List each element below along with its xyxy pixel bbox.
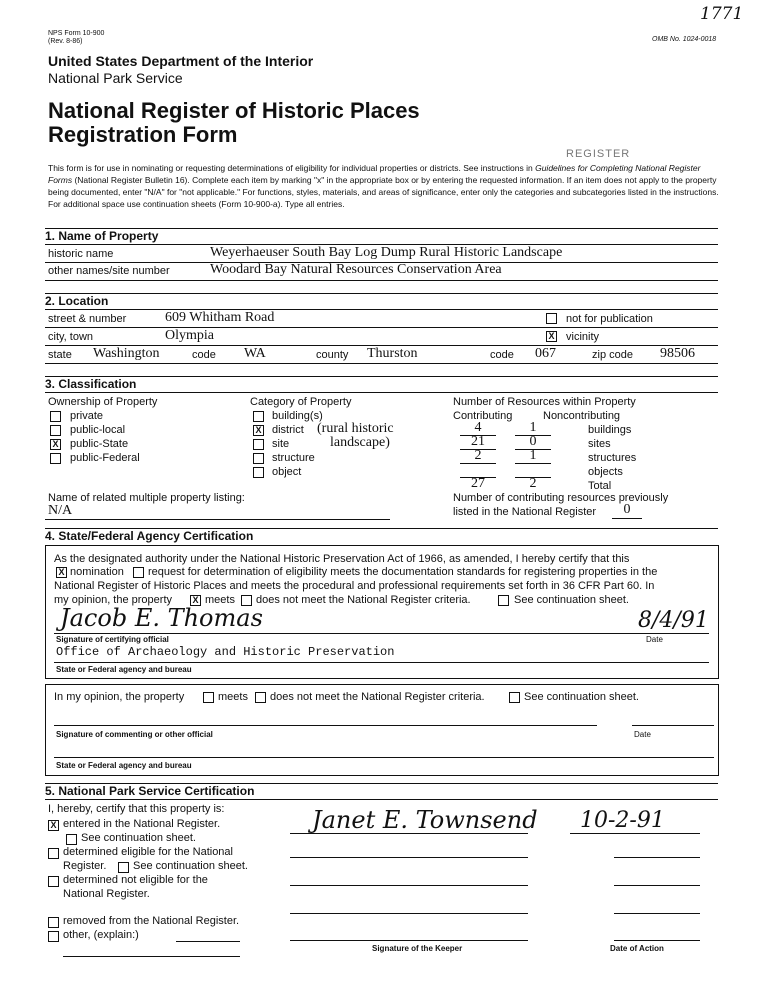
entered-see-continuation-checkbox[interactable] bbox=[66, 834, 77, 845]
nomination-checkbox[interactable]: X bbox=[56, 567, 67, 578]
omb-number: OMB No. 1024-0018 bbox=[652, 36, 717, 43]
commenting-date-label: Date bbox=[634, 730, 651, 739]
keeper-date[interactable]: 10-2-91 bbox=[580, 808, 665, 833]
structures-contributing[interactable]: 2 bbox=[460, 449, 496, 464]
opinion-see-continuation-label: See continuation sheet. bbox=[524, 691, 639, 703]
meets-checkbox[interactable]: X bbox=[190, 595, 201, 606]
not-for-publication-checkbox[interactable] bbox=[546, 313, 557, 324]
ownership-public-local-checkbox[interactable] bbox=[50, 425, 61, 436]
other-checkbox[interactable] bbox=[48, 931, 59, 942]
entered-label: entered in the National Register. bbox=[63, 818, 221, 830]
zip-label: zip code bbox=[592, 349, 633, 361]
determined-eligible-checkbox[interactable] bbox=[48, 848, 59, 859]
certification-date-label: Date bbox=[646, 635, 663, 644]
multiple-listing-value[interactable]: N/A bbox=[48, 503, 73, 518]
city-label: city, town bbox=[48, 331, 94, 343]
sites-noncontributing[interactable]: 0 bbox=[515, 435, 551, 450]
eligible-see-continuation-label: See continuation sheet. bbox=[133, 860, 248, 872]
other-names-value[interactable]: Woodard Bay Natural Resources Conservation Area bbox=[210, 262, 502, 277]
structures-label: structures bbox=[588, 452, 637, 464]
commenting-agency-label: State or Federal agency and bureau bbox=[56, 761, 192, 770]
does-not-meet-label: does not meet the National Register criteria. bbox=[256, 594, 471, 606]
other-label: other, (explain:) bbox=[63, 929, 139, 941]
determined-not-eligible-checkbox[interactable] bbox=[48, 876, 59, 887]
previously-listed-value[interactable]: 0 bbox=[612, 502, 642, 519]
removed-checkbox[interactable] bbox=[48, 917, 59, 928]
form-title-line-2: Registration Form bbox=[48, 122, 238, 147]
not-for-publication-label: not for publication bbox=[566, 313, 653, 325]
vicinity-checkbox[interactable]: X bbox=[546, 331, 557, 342]
ownership-public-state-label: public-State bbox=[70, 438, 129, 450]
handwritten-reference-number: 1771 bbox=[700, 4, 744, 24]
entered-checkbox[interactable]: X bbox=[48, 820, 59, 831]
contributing-label: Contributing bbox=[453, 410, 513, 422]
total-contributing[interactable]: 27 bbox=[471, 476, 485, 491]
county-value[interactable]: Thurston bbox=[367, 346, 418, 361]
total-label: Total bbox=[588, 480, 612, 492]
determined-eligible-label-2: Register. bbox=[63, 860, 107, 872]
department-name: United States Department of the Interior bbox=[48, 53, 314, 69]
commenting-official-label: Signature of commenting or other official bbox=[56, 730, 213, 739]
street-value[interactable]: 609 Whitham Road bbox=[165, 310, 275, 325]
previously-listed-label-1: Number of contributing resources previously bbox=[453, 492, 669, 504]
certification-line-3: National Register of Historic Places and meets the procedural and professional requirements set forth in 36 CFR Part 60. In bbox=[54, 580, 655, 592]
objects-label: objects bbox=[588, 466, 623, 478]
certifying-agency-value[interactable]: Office of Archaeology and Historic Preservation bbox=[56, 645, 395, 659]
category-building-checkbox[interactable] bbox=[253, 411, 264, 422]
meets-label: meets bbox=[205, 594, 235, 606]
buildings-noncontributing[interactable]: 1 bbox=[515, 421, 551, 436]
form-number: NPS Form 10-900 bbox=[48, 30, 105, 37]
category-building-label: building(s) bbox=[272, 410, 323, 422]
register-stamp: REGISTER bbox=[566, 148, 631, 160]
sites-label: sites bbox=[588, 438, 611, 450]
certification-date[interactable]: 8/4/91 bbox=[638, 608, 709, 633]
category-heading: Category of Property bbox=[250, 396, 352, 408]
other-names-label: other names/site number bbox=[48, 265, 170, 277]
county-code-value[interactable]: 067 bbox=[535, 346, 556, 361]
noncontributing-label: Noncontributing bbox=[543, 410, 621, 422]
county-label: county bbox=[316, 349, 349, 361]
section-1-heading: 1. Name of Property bbox=[45, 229, 159, 243]
entered-see-continuation-label: See continuation sheet. bbox=[81, 832, 196, 844]
state-label: state bbox=[48, 349, 72, 361]
resources-heading: Number of Resources within Property bbox=[453, 396, 636, 408]
determined-not-eligible-label-2: National Register. bbox=[63, 888, 150, 900]
removed-label: removed from the National Register. bbox=[63, 915, 240, 927]
section-2-heading: 2. Location bbox=[45, 294, 109, 308]
ownership-heading: Ownership of Property bbox=[48, 396, 158, 408]
opinion-does-not-meet-label: does not meet the National Register criteria. bbox=[270, 691, 485, 703]
nomination-label: nomination bbox=[70, 566, 124, 578]
category-note-line-1: (rural historic bbox=[317, 421, 394, 436]
determined-eligible-label-1: determined eligible for the National bbox=[63, 846, 233, 858]
keeper-intro: I, hereby, certify that this property is: bbox=[48, 803, 225, 815]
county-code-label: code bbox=[490, 349, 514, 361]
vicinity-label: vicinity bbox=[566, 331, 600, 343]
multiple-listing-label: Name of related multiple property listing: bbox=[48, 492, 245, 504]
historic-name-value[interactable]: Weyerhaeuser South Bay Log Dump Rural Historic Landscape bbox=[210, 245, 563, 260]
certification-line-1: As the designated authority under the National Historic Preservation Act of 1966, as amended, I hereby certify that this bbox=[54, 553, 630, 565]
total-noncontributing[interactable]: 2 bbox=[529, 476, 537, 491]
buildings-contributing[interactable]: 4 bbox=[460, 421, 496, 436]
opinion-meets-label: meets bbox=[218, 691, 248, 703]
certifying-official-signature: Jacob E. Thomas bbox=[60, 604, 263, 632]
city-value[interactable]: Olympia bbox=[165, 328, 214, 343]
category-structure-label: structure bbox=[272, 452, 315, 464]
ownership-public-federal-label: public-Federal bbox=[70, 452, 140, 464]
service-name: National Park Service bbox=[48, 70, 183, 86]
category-district-checkbox[interactable]: X bbox=[253, 425, 264, 436]
state-code-value[interactable]: WA bbox=[244, 346, 266, 361]
ownership-public-state-checkbox[interactable]: X bbox=[50, 439, 61, 450]
certification-line-2: request for determination of eligibility meets the documentation standards for registering properties in the bbox=[148, 566, 658, 578]
opinion-meets-checkbox[interactable] bbox=[203, 692, 214, 703]
request-determination-checkbox[interactable] bbox=[133, 567, 144, 578]
section-4-heading: 4. State/Federal Agency Certification bbox=[45, 529, 254, 543]
ownership-private-label: private bbox=[70, 410, 104, 422]
category-note-line-2: landscape) bbox=[330, 435, 390, 450]
state-value[interactable]: Washington bbox=[93, 346, 160, 361]
instructions-text: This form is for use in nominating or requesting determinations of eligibility for individual properties or districts. See instructions in Guidelines for Completing National Register Forms (National Register Bulletin 16). Complete each item by marking "x" in the appropriate box or by entering the requested information. If an item does not apply to the property being documented, enter "N/A" for "not applicable." For functions, styles, materials, and areas of significance, enter only the categories and subcategories listed in the instructions. For additional space use continuation sheets (Form 10-900-a). Type all entries. bbox=[48, 163, 719, 209]
state-code-label: code bbox=[192, 349, 216, 361]
opinion-does-not-meet-checkbox[interactable] bbox=[255, 692, 266, 703]
buildings-label: buildings bbox=[588, 424, 632, 436]
keeper-signature-label: Signature of the Keeper bbox=[372, 944, 463, 953]
certifying-agency-label: State or Federal agency and bureau bbox=[56, 665, 192, 674]
sites-contributing[interactable]: 21 bbox=[460, 435, 496, 450]
opinion-see-continuation-checkbox[interactable] bbox=[509, 692, 520, 703]
category-district-label: district bbox=[272, 424, 304, 436]
previously-listed-label-2: listed in the National Register bbox=[453, 506, 597, 518]
see-continuation-checkbox[interactable] bbox=[498, 595, 509, 606]
certification-line-4: my opinion, the property bbox=[54, 594, 173, 606]
ownership-public-local-label: public-local bbox=[70, 424, 126, 436]
certifying-official-label: Signature of certifying official bbox=[56, 635, 169, 644]
form-title-line-1: National Register of Historic Places bbox=[48, 98, 420, 123]
date-of-action-label: Date of Action bbox=[610, 944, 664, 953]
street-label: street & number bbox=[48, 313, 127, 325]
zip-value[interactable]: 98506 bbox=[660, 346, 695, 361]
keeper-signature: Janet E. Townsend bbox=[312, 806, 538, 834]
determined-not-eligible-label-1: determined not eligible for the bbox=[63, 874, 208, 886]
ownership-private-checkbox[interactable] bbox=[50, 411, 61, 422]
section-5-heading: 5. National Park Service Certification bbox=[45, 784, 255, 798]
category-structure-checkbox[interactable] bbox=[253, 453, 264, 464]
structures-noncontributing[interactable]: 1 bbox=[515, 449, 551, 464]
ownership-public-federal-checkbox[interactable] bbox=[50, 453, 61, 464]
form-revision: (Rev. 8-86) bbox=[48, 38, 83, 45]
section-3-heading: 3. Classification bbox=[45, 377, 137, 391]
category-object-label: object bbox=[272, 466, 302, 478]
see-continuation-label: See continuation sheet. bbox=[514, 594, 629, 606]
category-site-label: site bbox=[272, 438, 290, 450]
eligible-see-continuation-checkbox[interactable] bbox=[118, 862, 129, 873]
opinion-line: In my opinion, the property bbox=[54, 691, 185, 703]
historic-name-label: historic name bbox=[48, 248, 114, 260]
category-site-checkbox[interactable] bbox=[253, 439, 264, 450]
category-object-checkbox[interactable] bbox=[253, 467, 264, 478]
